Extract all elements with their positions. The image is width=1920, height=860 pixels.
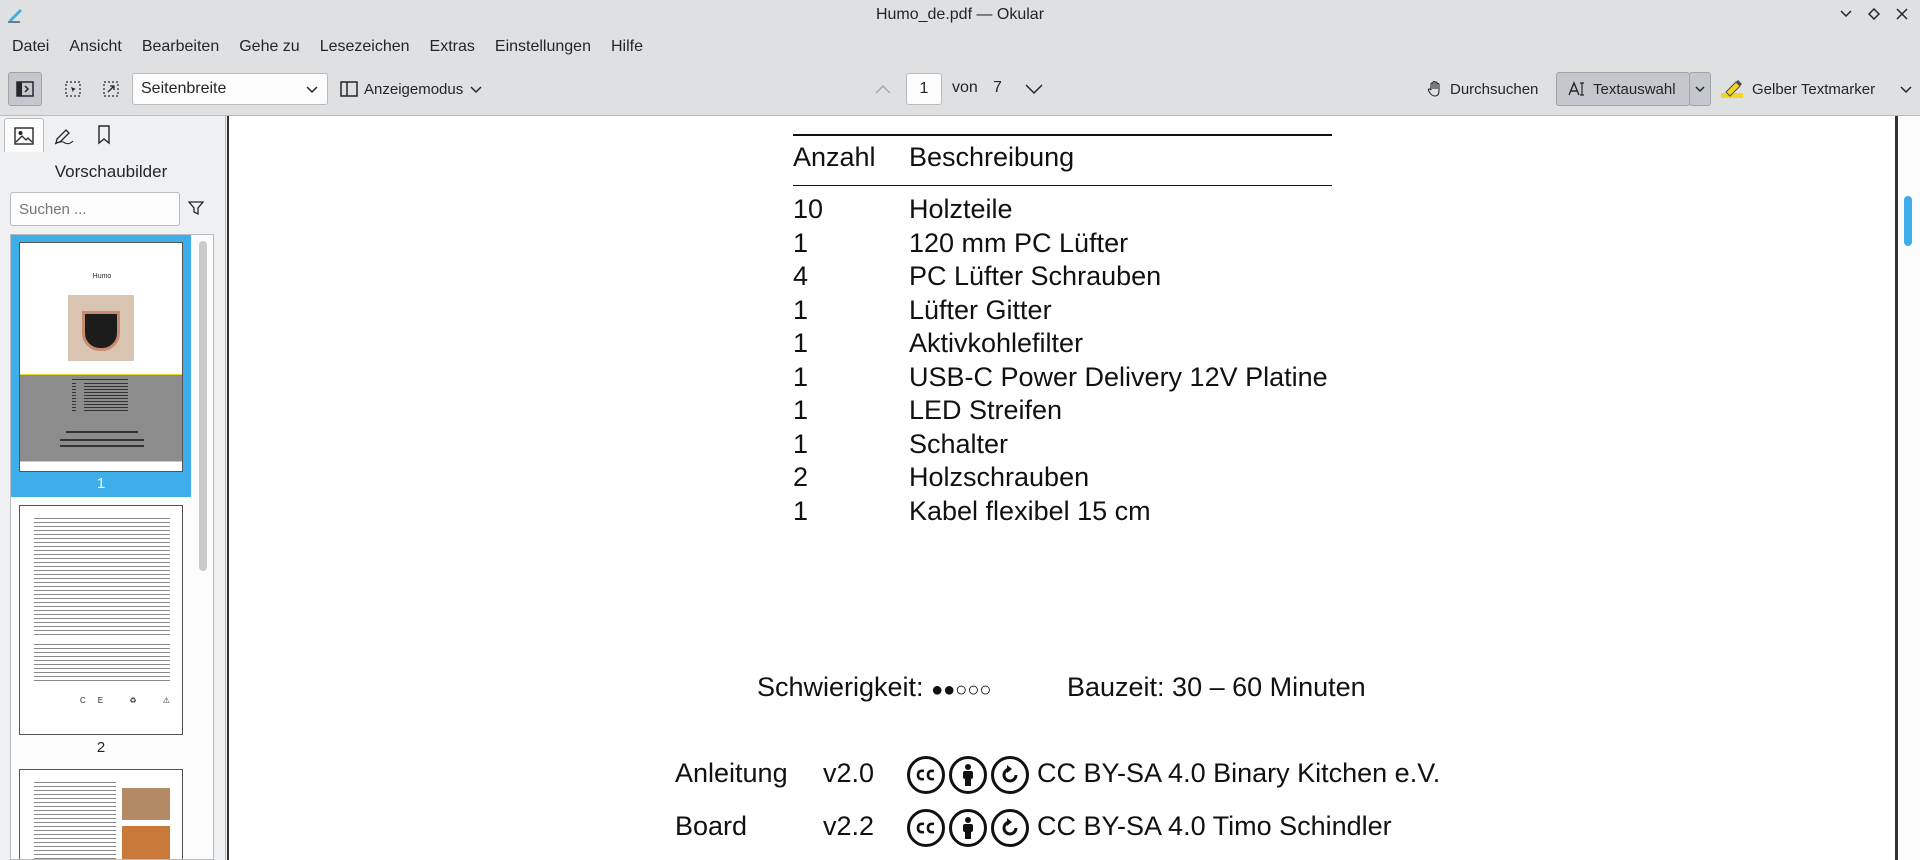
document-view[interactable] <box>227 116 1920 860</box>
thumbnail-number: 2 <box>96 739 106 756</box>
sidebar-title: Vorschaubilder <box>54 162 168 181</box>
tab-bookmarks[interactable] <box>84 118 124 152</box>
previous-page-icon[interactable] <box>874 82 892 96</box>
license-item-name: Board <box>675 811 748 841</box>
main-toolbar <box>0 64 1920 116</box>
thumbnail-page-3[interactable] <box>11 763 191 860</box>
part-description: 120 mm PC Lüfter <box>909 227 1129 258</box>
license-text: CC BY-SA 4.0 Binary Kitchen e.V. <box>1037 758 1441 788</box>
sidebar-panel <box>0 116 226 860</box>
part-quantity: 1 <box>793 428 809 459</box>
zoom-value: Seitenbreite <box>141 80 227 97</box>
part-quantity: 1 <box>793 361 809 392</box>
browse-tool-button[interactable] <box>1426 73 1538 105</box>
sidebar-toggle-icon <box>16 81 34 97</box>
part-description: LED Streifen <box>909 395 1063 425</box>
part-quantity: 1 <box>793 227 809 258</box>
image-icon <box>14 127 34 145</box>
thumbnail-page-preview: CE ♻ ⚠ <box>19 505 183 735</box>
tab-annotations[interactable] <box>44 118 84 152</box>
cc-by-sa-badge <box>907 809 1029 847</box>
pdf-page <box>229 116 1895 860</box>
view-mode-label: Anzeigemodus <box>364 80 464 98</box>
part-description: USB-C Power Delivery 12V Platine <box>909 361 1328 392</box>
part-quantity: 2 <box>793 462 809 492</box>
thumbnail-number: 1 <box>96 475 106 492</box>
table-header-qty: Anzahl <box>793 142 876 172</box>
cc-by-sa-badge <box>907 756 1029 794</box>
license-text: CC BY-SA 4.0 Timo Schindler <box>1037 811 1392 841</box>
menu-einstellungen[interactable]: Einstellungen <box>494 38 591 55</box>
table-top-rule <box>793 134 1332 136</box>
zoom-dropdown[interactable] <box>132 73 328 105</box>
text-select-dropdown[interactable] <box>1689 72 1711 106</box>
browse-label: Durchsuchen <box>1450 80 1539 98</box>
part-description: Lüfter Gitter <box>909 294 1052 325</box>
text-cursor-icon <box>1567 80 1587 98</box>
cc-icon <box>907 809 945 847</box>
menu-bar <box>0 30 1920 64</box>
zoom-select-button[interactable] <box>96 72 126 106</box>
chevron-down-icon <box>469 82 483 96</box>
thumbnail-highlight <box>20 374 183 462</box>
license-item-name: Anleitung <box>675 758 788 788</box>
part-description: Holzschrauben <box>909 462 1090 492</box>
document-scrollbar[interactable] <box>1898 116 1920 860</box>
highlighter-button[interactable] <box>1720 73 1913 105</box>
menu-hilfe[interactable]: Hilfe <box>610 38 643 55</box>
page-number-input[interactable]: 1 <box>906 73 942 105</box>
sidebar-toggle-button[interactable] <box>8 72 42 106</box>
bookmark-icon <box>96 125 112 145</box>
menu-extras[interactable]: Extras <box>429 38 475 55</box>
tab-thumbnails[interactable] <box>4 118 44 152</box>
thumbnail-scrollbar[interactable] <box>199 241 207 571</box>
area-select-button[interactable] <box>58 72 88 106</box>
part-quantity: 1 <box>793 328 809 358</box>
part-quantity: 1 <box>793 294 809 325</box>
highlighter-label: Gelber Textmarker <box>1752 80 1876 98</box>
thumbnail-page-preview <box>19 769 183 860</box>
filter-icon[interactable] <box>188 200 204 216</box>
by-attribution-icon <box>949 756 987 794</box>
chevron-down-icon <box>1694 83 1706 95</box>
part-quantity: 10 <box>793 194 824 224</box>
minimize-icon[interactable] <box>1836 3 1856 25</box>
thumbnail-page-preview <box>19 242 183 472</box>
area-select-icon <box>64 80 82 98</box>
maximize-icon[interactable] <box>1864 3 1884 25</box>
total-pages: 7 <box>993 79 1002 96</box>
by-attribution-icon <box>949 809 987 847</box>
hand-icon <box>1426 80 1444 98</box>
difficulty-row <box>757 672 991 703</box>
thumbnail-title: Humo <box>92 273 112 280</box>
part-quantity: 4 <box>793 261 809 291</box>
pen-icon <box>53 125 75 145</box>
thumbnail-list[interactable] <box>10 234 214 860</box>
view-mode-button[interactable] <box>340 73 483 105</box>
difficulty-label: Schwierigkeit: <box>757 672 924 702</box>
sa-share-alike-icon <box>991 809 1029 847</box>
chevron-down-icon <box>305 82 319 96</box>
part-quantity: 1 <box>793 495 809 526</box>
next-page-icon[interactable] <box>1024 82 1044 96</box>
table-header-rule <box>793 185 1332 186</box>
okular-app-icon <box>6 6 24 24</box>
sidebar-tabs <box>4 118 124 152</box>
title-bar <box>0 0 1920 30</box>
page-of-label: von <box>952 79 978 96</box>
difficulty-rating: ●●○○○ <box>931 679 992 701</box>
license-version: v2.2 <box>823 811 875 841</box>
menu-gehe-zu[interactable]: Gehe zu <box>239 38 300 55</box>
build-time: Bauzeit: 30 – 60 Minuten <box>1067 672 1366 702</box>
thumbnail-page-1[interactable] <box>11 235 191 497</box>
thumbnail-search-input[interactable] <box>10 192 180 226</box>
close-icon[interactable] <box>1892 3 1912 25</box>
yellow-highlighter-icon <box>1720 78 1744 100</box>
license-version: v2.0 <box>823 758 875 788</box>
part-quantity: 1 <box>793 395 809 425</box>
text-select-label: Textauswahl <box>1593 80 1676 98</box>
part-description: Aktivkohlefilter <box>909 328 1084 358</box>
menu-lesezeichen[interactable]: Lesezeichen <box>319 38 410 55</box>
part-description: Holzteile <box>909 194 1013 224</box>
window-title: Humo_de.pdf — Okular <box>875 6 1045 23</box>
menu-bearbeiten[interactable]: Bearbeiten <box>141 38 220 55</box>
zoom-area-icon <box>102 80 120 98</box>
table-header-desc: Beschreibung <box>909 142 1075 172</box>
text-select-tool-button[interactable] <box>1556 72 1690 106</box>
view-mode-icon <box>340 81 358 97</box>
thumbnail-photo <box>68 295 134 361</box>
thumbnail-page-2[interactable] <box>11 499 191 761</box>
part-description: Kabel flexibel 15 cm <box>909 495 1151 526</box>
cc-icon <box>907 756 945 794</box>
sa-share-alike-icon <box>991 756 1029 794</box>
part-description: Schalter <box>909 428 1009 459</box>
menu-datei[interactable]: Datei <box>12 38 50 55</box>
chevron-down-icon <box>1899 82 1913 96</box>
part-description: PC Lüfter Schrauben <box>909 261 1162 291</box>
menu-ansicht[interactable]: Ansicht <box>69 38 122 55</box>
